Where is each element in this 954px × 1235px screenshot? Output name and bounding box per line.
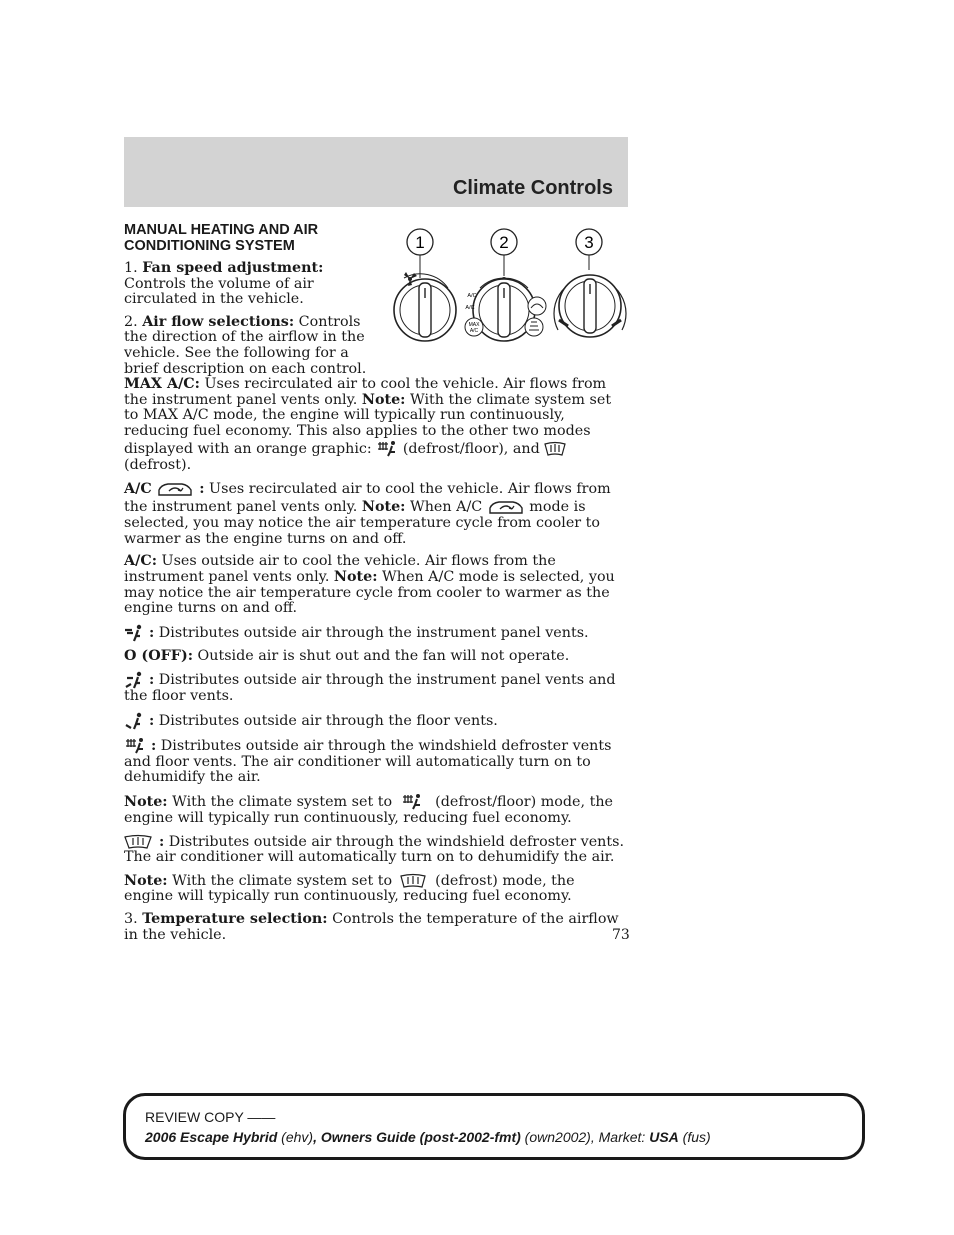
panel-text: Distributes outside air through the instrument panel vents. [154,624,589,641]
ac-recirc-note-text-2: mode is selected, you may notice the air temperature cycle from cooler to warmer as the engine turns on and off. [124,499,601,547]
note-text-2: (defrost) mode, the engine will typically run continuously, reducing fuel economy. [124,872,575,905]
page-number: 73 [612,927,630,943]
ac-label: A/C [124,481,152,498]
section-heading: MANUAL HEATING AND AIR CONDITIONING SYSTEM [124,222,319,254]
model-code: (ehv) [277,1129,314,1145]
callout-2-label: 2 [499,233,509,252]
panel-floor-colon: : [144,672,155,689]
defrost-floor-colon: : [146,737,157,754]
note-label: Note: [124,872,168,889]
defrost-icon [544,441,566,457]
item-number: 2. [124,313,143,330]
market-label: , Market: [590,1129,650,1145]
defrost-text: Distributes outside air through the windshield defroster vents. The air conditioner will automatically turn on to dehumidify the air. [124,833,625,866]
max-ac-label: MAX A/C: [124,376,200,393]
defrost-icon [124,834,154,850]
off-label: O (OFF): [124,647,193,664]
max-ac-label: A/C [469,328,479,334]
panel-floor-paragraph [124,671,628,705]
panel-colon: : [144,624,155,641]
market-name: USA [649,1129,679,1145]
defrost-text: (defrost). [124,456,192,473]
section-header-band [124,137,628,207]
ac-colon: : [194,481,205,498]
note-label: Note: [361,499,406,516]
item-fan-speed [124,261,378,308]
item-title: Fan speed adjustment: [142,260,324,276]
max-label: MAX [468,322,480,328]
section-title: Climate Controls [452,177,613,199]
floor-vents-icon [124,712,144,730]
defrost-floor-icon [376,440,398,458]
note-defrost [124,873,628,905]
panel-floor-text: Distributes outside air through the instrument panel vents and the floor vents. [124,672,616,705]
ac-recirc-paragraph [124,480,628,547]
max-ac-paragraph [124,377,628,473]
ac-note-text: When A/C mode is selected, you may notice the air temperature cycle from cooler to warmer as the engine turns on and off. [124,568,615,617]
guide-name: Owners Guide (post-2002-fmt) [320,1129,521,1145]
defrost-floor-icon [124,737,146,755]
defrost-colon: : [154,833,165,850]
item-title: Temperature selection: [142,911,328,928]
note-label: Note: [124,794,168,811]
market-code: (fus) [678,1129,711,1145]
ac-recirc-text: Uses recirculated air to cool the vehicle. Air flows from the instrument panel vents only. [124,481,611,516]
ac-paragraph [124,554,628,616]
off-text: Outside air is shut out and the fan will not operate. [193,647,570,664]
floor-text: Distributes outside air through the floor vents. [154,712,498,729]
item-text: Controls the volume of air circulated in the vehicle. [124,275,314,308]
item-title: Air flow selections: [142,313,295,330]
panel-paragraph [124,624,628,642]
note-label: Note: [333,568,378,585]
manual-body [124,222,628,950]
item-text: Controls the temperature of the airflow in the vehicle. [124,911,619,943]
review-copy-label: REVIEW COPY —— [145,1109,276,1125]
floor-paragraph [124,712,628,730]
item-text: Controls the direction of the airflow in the vehicle. See the following for a brief description on each control. [124,313,367,377]
defrost-floor-text: Distributes outside air through the windshield defroster vents and floor vents. The air conditioner will automatically turn on to dehumidify the air. [124,737,612,786]
recirculate-icon [156,480,194,498]
note-label: Note: [361,391,406,408]
defrost-icon [397,873,431,889]
off-paragraph [124,649,628,665]
ac-recirc-note-text: When A/C [405,499,487,516]
panel-floor-icon [124,671,144,689]
floor-colon: : [144,712,155,729]
ac-label: A/C: [124,553,157,570]
panel-vents-icon [124,624,144,642]
defrost-floor-paragraph [124,737,628,786]
note-text: With the climate system set to [167,872,397,889]
callout-3-label: 3 [584,233,594,252]
callout-1-label: 1 [415,233,425,252]
max-ac-note-text: With the climate system set to MAX A/C mode, the engine will typically run continuously, reducing fuel economy. This also applies to the other two modes displayed with an orange graphic: [124,391,612,457]
item-number: 3. [124,911,143,928]
item-number: 1. [124,260,143,276]
guide-code: (own2002) [520,1129,591,1145]
defrost-floor-text: (defrost/floor), and [398,440,545,457]
note-text: With the climate system set to [167,794,397,811]
item-temperature [124,912,628,943]
note-text-2: (defrost/floor) mode, the engine will typically run continuously, reducing fuel economy. [124,794,613,827]
document-info [145,1129,711,1145]
item-air-flow [124,315,378,377]
defrost-floor-icon [397,793,431,811]
max-ac-text: Uses recirculated air to cool the vehicle. Air flows from the instrument panel vents only. [124,376,607,408]
separator: , [313,1129,321,1145]
model-name: 2006 Escape Hybrid [145,1129,278,1145]
note-defrost-floor [124,793,628,827]
ac-label-2: A/C [465,305,475,311]
review-copy-footer [123,1093,865,1160]
recirculate-icon [487,498,525,516]
ac-label-1: A/C [467,293,477,299]
ac-text: Uses outside air to cool the vehicle. Air flows from the instrument panel vents only. [124,553,556,585]
defrost-paragraph [124,834,628,866]
